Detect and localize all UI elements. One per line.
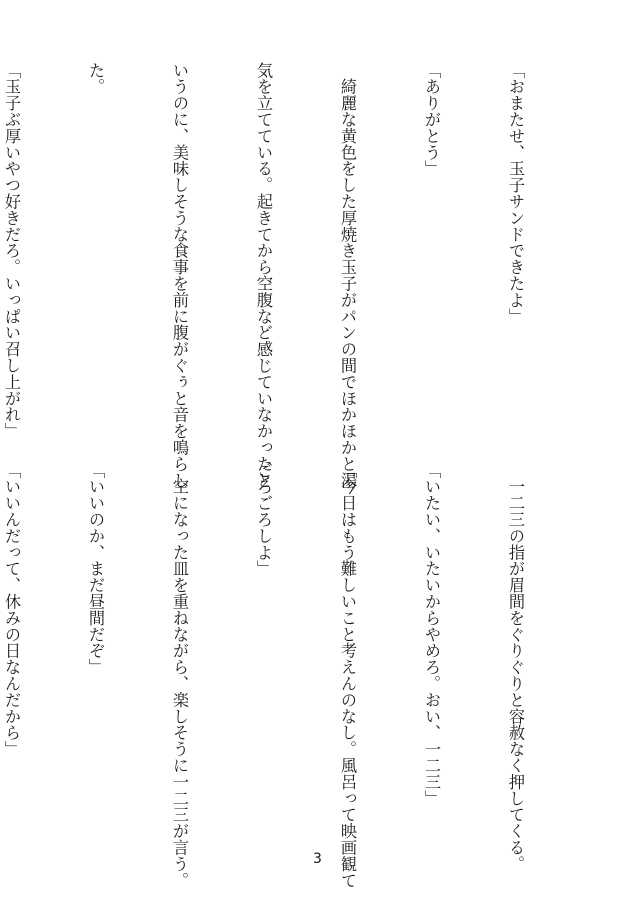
text-line: ごろごろしよ」 [254, 462, 273, 577]
text-line: 「ありがとう」 [422, 62, 441, 177]
upper-text-block [2, 62, 585, 489]
text-line: 「いいんだって、休みの日なんだから」 [2, 462, 21, 758]
text-line: 「玉子ぶ厚いやつ好きだろ。いっぱい召し上がれ」 [2, 62, 21, 440]
page-number: 3 [313, 851, 322, 867]
text-line: 「おまたせ、玉子サンドできたよ」 [506, 62, 525, 325]
text-line: 「今日はもう難しいこと考えんのなし。風呂って映画観て [338, 462, 357, 889]
text-line: 「いいのか、まだ昼間だぞ」 [86, 462, 105, 676]
lower-text-block [2, 462, 585, 889]
text-line: 「いたい、いたいからやめろ。おい、一二三」 [422, 462, 441, 807]
text-line: 一二三の指が眉間をぐりぐりと容赦なく押してくる。 [506, 462, 525, 872]
text-line: た。 [86, 62, 105, 95]
text-line: 空になった皿を重ねながら、楽しそうに一二三が言う。 [170, 462, 189, 889]
text-line: いうのに、美味しそうな食事を前に腹がぐぅと音を鳴らし [170, 62, 189, 489]
text-line: 綺麗な黄色をした厚焼き玉子がパンの間でほかほかと湯 [338, 62, 357, 489]
text-line: 気を立てている。起きてから空腹など感じていなかったと [254, 62, 273, 489]
